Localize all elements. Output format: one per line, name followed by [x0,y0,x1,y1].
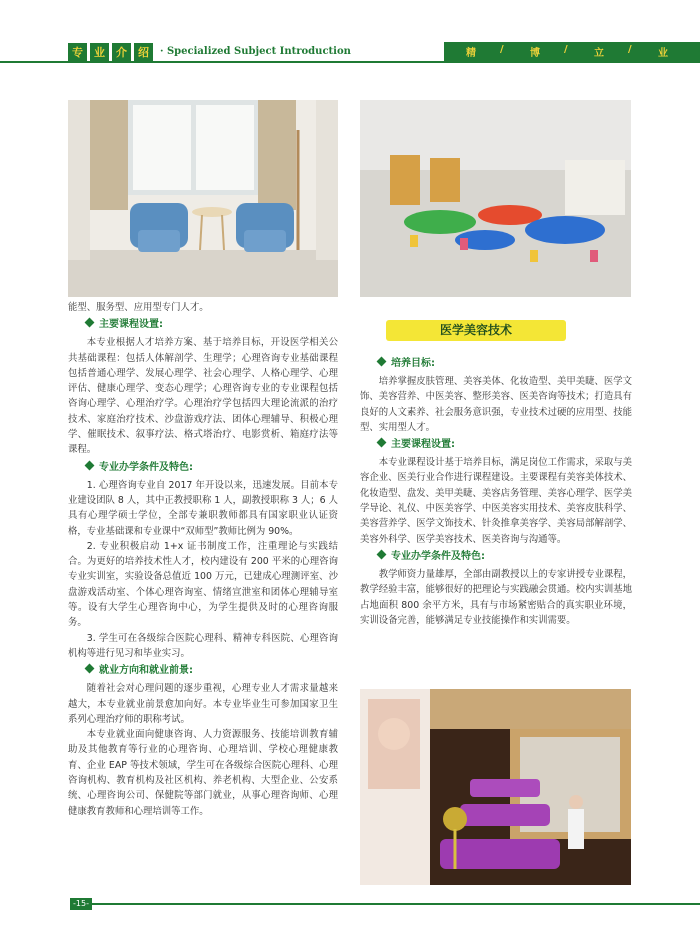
goal-paragraph: 培养掌握皮肤管理、美容美体、化妆造型、美甲美睫、医学文饰、美容营养、中医美容、整形美容、医美咨询等技术；打造具有良好的人文素养、社会服务意识强，专业技术过硬的应用型、技能型、实用型人才。 [360,376,632,433]
motto-char: 立 [594,48,604,59]
career-paragraph: 随着社会对心理问题的逐步重视，心理专业人才需求量越来越大，本专业就业前景愈加向好。本专业毕业生可参加国家卫生系列心理治疗师的职称考试。 [68,683,338,725]
counseling-room-photo [68,100,338,297]
footer-rule [92,903,700,905]
diamond-bullet-icon [377,438,387,448]
conditions-heading: 专业办学条件及特色: [378,549,632,565]
career-paragraph: 本专业就业面向健康咨询、人力资源服务、技能培训教育辅助及其他教育等行业的心理咨询、心理培训、学校心理健康教育、企业 EAP 等技术领域，学生可在各级综合医院心理科、心理咨询机构、教育机构及社区机构、养老机构、大型企业、公安系统、心理咨询公司、保健院等部门就业，从事心理咨询师、心理健康教育教师和心理培训等工作。 [68,729,338,817]
career-heading: 就业方向和就业前景: [86,663,338,679]
goal-heading: 培养目标: [378,356,632,372]
motto-char: / [564,44,568,55]
header-rule [0,61,700,63]
page-number: -15- [70,898,92,910]
header-motto-bar [444,42,700,61]
header-tag-char: 介 [112,43,131,62]
header-english-title: · Specialized Subject Introduction [160,46,351,57]
conditions-heading: 专业办学条件及特色: [86,460,338,476]
header-tag-char: 业 [90,43,109,62]
left-column [68,300,338,819]
courses-paragraph: 本专业课程设计基于培养目标，满足岗位工作需求，采取与美容企业、医美行业合作进行课程建设。主要课程有美容美体技术、化妆造型、盘发、美甲美睫、美容店务管理、美容心理学、医学美学导论、礼仪、中医美容学、中医美容实用技术、美容皮肤科学、美容营养学、医学文饰技术、针灸推拿美容学、美容局部解剖学、美容外科学、医学美容技术、医美咨询与沟通等。 [360,457,632,545]
motto-char: 精 [466,48,476,59]
motto-char: / [628,44,632,55]
diamond-bullet-icon [85,318,95,328]
courses-heading: 主要课程设置: [86,317,338,333]
motto-char: 业 [658,48,668,59]
conditions-paragraph: 3. 学生可在各级综合医院心理科、精神专科医院、心理咨询机构等进行见习和毕业实习。 [68,632,338,659]
diamond-bullet-icon [85,460,95,470]
conditions-paragraph: 2. 专业积极启动 1+x 证书制度工作，注重理论与实践结合。为更好的培养技术性人才，校内建设有 200 平米的心理咨询专业实训室，实验设备总值近 100 万元，已建成心理测评室、沙盘游戏活动室、个体心理咨询室、情绪宣泄室和团体心理辅导室等。设有大学生心理咨询中心，为学生提供及时的心理咨询服务。 [68,540,338,629]
courses-paragraph: 本专业根据人才培养方案、基于培养目标，开设医学相关公共基础课程：包括人体解剖学、生理学；心理咨询专业基础课程包括普通心理学、发展心理学、社会心理学、人格心理学、心理评估、健康心理学、变态心理学；心理咨询专业的专业课程包括咨询心理学、心理治疗学。心理治疗学包括四大理论流派的治疗技术、家庭治疗技术、沙盘游戏疗法、团体心理辅导、积极心理学、催眠技术、叙事疗法、格式塔治疗、电影赏析、箱庭疗法等课程。 [68,337,338,456]
diamond-bullet-icon [377,550,387,560]
header-tag-char: 专 [68,43,87,62]
right-column [360,354,632,628]
intro-tail-text: 能型、服务型、应用型专门人才。 [68,302,209,313]
section-title: 医学美容技术 [386,320,566,341]
header-tag-char: 绍 [134,43,153,62]
conditions-paragraph: 教学师资力量雄厚，全部由副教授以上的专家讲授专业课程，教学经验丰富，能够很好的把理论与实践融会贯通。校内实训基地占地面积 800 余平方米，具有与市场紧密贴合的真实职业环境，实训设备完善，能够满足专业技能操作和实训需要。 [360,568,632,626]
beauty-lab-photo [360,689,631,885]
motto-char: / [500,44,504,55]
diamond-bullet-icon [377,357,387,367]
group-classroom-photo [360,100,631,297]
diamond-bullet-icon [85,664,95,674]
conditions-paragraph: 1. 心理咨询专业自 2017 年开设以来，迅速发展。目前本专业建设团队 8 人，其中正教授职称 1 人，副教授职称 3 人；6 人具有心理学硕士学位，全部专兼职教师都具有国家职业认证资格，专业基础课和专业课中“双师型”教师比例为 90%。 [68,479,338,537]
motto-char: 博 [530,48,540,59]
courses-heading: 主要课程设置: [378,437,632,453]
page-header [0,0,700,66]
